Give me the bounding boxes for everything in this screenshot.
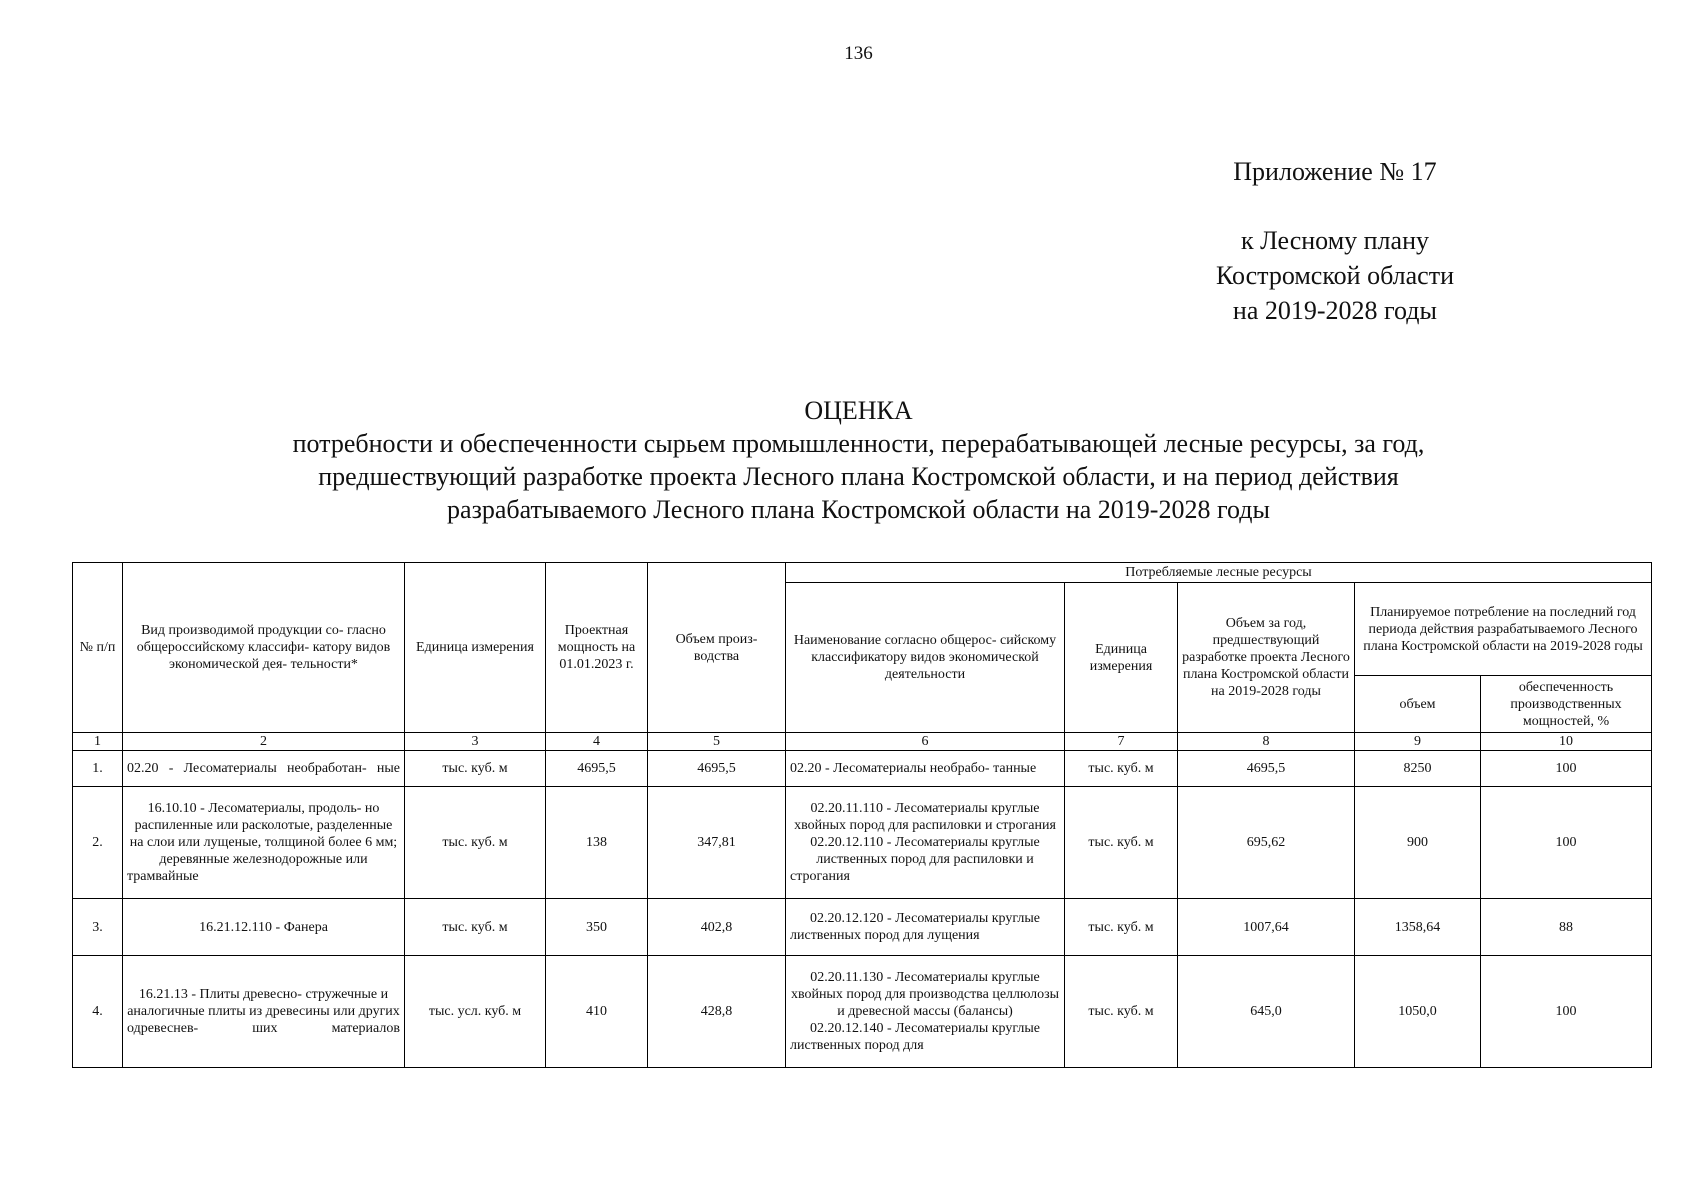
capacity-cell: 410 xyxy=(546,956,648,1068)
row-number: 3. xyxy=(73,899,123,956)
product-type-cell: 16.21.13 - Плиты древесно- стружечные и аналогичные плиты из древесины или других одревеснев- ших материалов xyxy=(123,956,405,1068)
resource-name-line: 02.20.11.130 - Лесоматериалы круглые хвойных пород для производства целлюлозы и древесной массы (балансы) xyxy=(790,970,1060,1019)
resource-volume-cell: 695,62 xyxy=(1178,787,1355,899)
row-number: 1. xyxy=(73,751,123,787)
col-number: 1 xyxy=(73,733,123,751)
title-heading: ОЦЕНКА xyxy=(804,396,913,425)
resource-volume-cell: 1007,64 xyxy=(1178,899,1355,956)
resource-unit-cell: тыс. куб. м xyxy=(1065,751,1178,787)
unit-cell: тыс. куб. м xyxy=(405,899,546,956)
header-planned-supply: обеспеченность производственных мощностей, % xyxy=(1481,676,1652,733)
resource-name-line: 02.20 - Лесоматериалы необрабо- танные xyxy=(790,761,1037,776)
product-type-cell: 16.10.10 - Лесоматериалы, продоль- но распиленные или расколотые, разделенные на слои или лущеные, толщиной более 6 мм; деревянные железнодорожные или трамвайные xyxy=(123,787,405,899)
resource-name-cell xyxy=(786,751,1065,787)
volume-cell: 402,8 xyxy=(648,899,786,956)
planned-supply-cell: 100 xyxy=(1481,956,1652,1068)
unit-cell: тыс. куб. м xyxy=(405,751,546,787)
title-line-2: предшествующий разработке проекта Лесного плана Костромской области, и на период действия xyxy=(318,462,1399,491)
assessment-table xyxy=(72,562,1652,1068)
resource-unit-cell: тыс. куб. м xyxy=(1065,787,1178,899)
table-row xyxy=(73,751,1652,787)
resource-name-line: 02.20.12.140 - Лесоматериалы круглые лиственных пород для xyxy=(790,1021,1040,1053)
header-resource-unit: Единица измерения xyxy=(1065,583,1178,733)
appendix-line-2: Костромской области xyxy=(1215,261,1454,290)
col-number: 9 xyxy=(1355,733,1481,751)
resource-name-cell xyxy=(786,899,1065,956)
planned-supply-cell: 100 xyxy=(1481,787,1652,899)
col-number: 6 xyxy=(786,733,1065,751)
planned-supply-cell: 100 xyxy=(1481,751,1652,787)
capacity-cell: 4695,5 xyxy=(546,751,648,787)
row-number: 2. xyxy=(73,787,123,899)
header-product-type: Вид производимой продукции со- гласно общероссийскому классифи- катору видов экономической дея- тельности* xyxy=(123,563,405,733)
col-number: 10 xyxy=(1481,733,1652,751)
planned-volume-cell: 1050,0 xyxy=(1355,956,1481,1068)
title-line-1: потребности и обеспеченности сырьем промышленности, перерабатывающей лесные ресурсы, за год, xyxy=(292,429,1425,458)
product-type-cell: 02.20 - Лесоматериалы необработан- ные xyxy=(123,751,405,787)
appendix-number: Приложение № 17 xyxy=(1233,157,1437,186)
resource-name-cell xyxy=(786,787,1065,899)
header-unit: Единица измерения xyxy=(405,563,546,733)
table-row xyxy=(73,899,1652,956)
unit-cell: тыс. куб. м xyxy=(405,787,546,899)
row-number: 4. xyxy=(73,956,123,1068)
header-capacity: Проектная мощность на 01.01.2023 г. xyxy=(546,563,648,733)
resource-volume-cell: 645,0 xyxy=(1178,956,1355,1068)
appendix-line-3: на 2019-2028 годы xyxy=(1232,296,1437,325)
col-number: 2 xyxy=(123,733,405,751)
header-num: № п/п xyxy=(73,563,123,733)
table-row xyxy=(73,787,1652,899)
resource-unit-cell: тыс. куб. м xyxy=(1065,899,1178,956)
appendix-header xyxy=(1216,154,1454,328)
capacity-cell: 350 xyxy=(546,899,648,956)
resource-name-line: 02.20.12.120 - Лесоматериалы круглые лиственных пород для лущения xyxy=(790,911,1040,943)
appendix-line-1: к Лесному плану xyxy=(1240,226,1429,255)
header-planned-consumption: Планируемое потребление на последний год периода действия разрабатываемого Лесного плана Костромской области на 2019-2028 годы xyxy=(1355,583,1652,676)
table-row xyxy=(73,956,1652,1068)
planned-supply-cell: 88 xyxy=(1481,899,1652,956)
header-resource-volume-prev: Объем за год, предшествующий разработке проекта Лесного плана Костромской области на 2019-2028 годы xyxy=(1178,583,1355,733)
volume-cell: 4695,5 xyxy=(648,751,786,787)
col-number: 4 xyxy=(546,733,648,751)
resource-name-line: 02.20.12.110 - Лесоматериалы круглые лиственных пород для распиловки и строгания xyxy=(790,835,1040,884)
col-number: 7 xyxy=(1065,733,1178,751)
column-number-row xyxy=(73,733,1652,751)
capacity-cell: 138 xyxy=(546,787,648,899)
volume-cell: 428,8 xyxy=(648,956,786,1068)
title-line-3: разрабатываемого Лесного плана Костромской области на 2019-2028 годы xyxy=(447,495,1270,524)
resource-unit-cell: тыс. куб. м xyxy=(1065,956,1178,1068)
resource-volume-cell: 4695,5 xyxy=(1178,751,1355,787)
planned-volume-cell: 900 xyxy=(1355,787,1481,899)
resource-name-cell xyxy=(786,956,1065,1068)
col-number: 3 xyxy=(405,733,546,751)
product-type-cell: 16.21.12.110 - Фанера xyxy=(123,899,405,956)
header-planned-volume: объем xyxy=(1355,676,1481,733)
volume-cell: 347,81 xyxy=(648,787,786,899)
unit-cell: тыс. усл. куб. м xyxy=(405,956,546,1068)
planned-volume-cell: 1358,64 xyxy=(1355,899,1481,956)
header-volume: Объем произ- водства xyxy=(648,563,786,733)
page-number: 136 xyxy=(844,43,873,64)
header-resource-name: Наименование согласно общерос- сийскому классификатору видов экономической деятельности xyxy=(786,583,1065,733)
resource-name-line: 02.20.11.110 - Лесоматериалы круглые хвойных пород для распиловки и строгания xyxy=(794,801,1056,833)
planned-volume-cell: 8250 xyxy=(1355,751,1481,787)
document-title xyxy=(0,394,1697,526)
col-number: 5 xyxy=(648,733,786,751)
header-consumed-resources: Потребляемые лесные ресурсы xyxy=(786,563,1652,583)
col-number: 8 xyxy=(1178,733,1355,751)
